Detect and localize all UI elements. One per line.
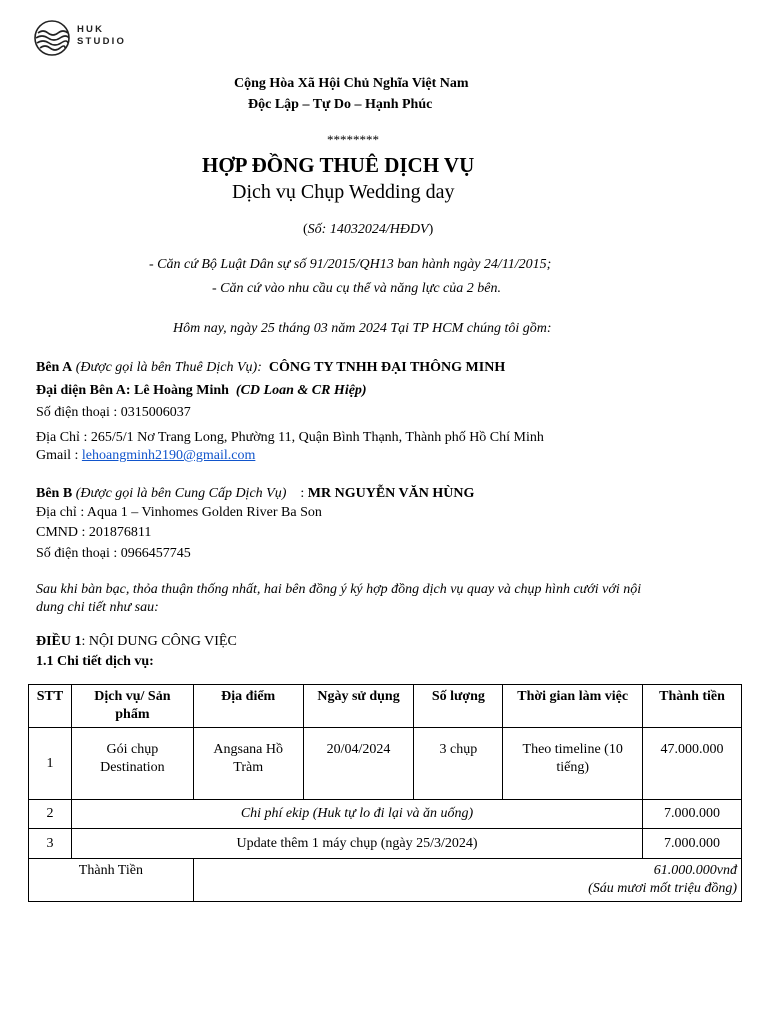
row1-stt: 1 xyxy=(29,728,72,800)
number-label: Số: 14032024/HĐDV xyxy=(307,222,429,237)
basis-line-2: - Căn cứ vào nhu cầu cụ thể và năng lực của 2 bên. xyxy=(212,281,501,296)
party-a-phone: Số điện thoại : 0315006037 xyxy=(36,405,191,420)
huk-studio-logo xyxy=(33,19,133,57)
table-row xyxy=(29,829,742,859)
party-a-gmail xyxy=(36,448,255,464)
party-b-name: MR NGUYỄN VĂN HÙNG xyxy=(307,486,475,501)
row1-service: Gói chụp Destination xyxy=(71,728,193,800)
header-date: Ngày sử dụng xyxy=(303,685,414,728)
row1-qty: 3 chụp xyxy=(414,728,503,800)
national-motto: Độc Lập – Tự Do – Hạnh Phúc xyxy=(248,97,433,112)
number-open: ( xyxy=(303,222,308,237)
party-a-role: (Được gọi là bên Thuê Dịch Vụ): xyxy=(75,360,262,375)
row3-amount: 7.000.000 xyxy=(643,829,742,859)
separator-stars: ******** xyxy=(327,132,379,147)
article-1-heading xyxy=(36,634,237,650)
row1-amount: 47.000.000 xyxy=(643,728,742,800)
party-b-address: Địa chỉ : Aqua 1 – Vinhomes Golden River Ba Son xyxy=(36,505,322,520)
header-time: Thời gian làm việc xyxy=(503,685,643,728)
contract-subtitle: Dịch vụ Chụp Wedding day xyxy=(232,181,455,203)
header-service: Dịch vụ/ Sản phẩm xyxy=(71,685,193,728)
national-title: Cộng Hòa Xã Hội Chủ Nghĩa Việt Nam xyxy=(234,76,469,91)
total-words: (Sáu mươi mốt triệu đồng) xyxy=(588,881,737,896)
party-a-line xyxy=(36,360,505,376)
row1-date: 20/04/2024 xyxy=(303,728,414,800)
header-qty: Số lượng xyxy=(414,685,503,728)
row1-place: Angsana Hồ Tràm xyxy=(193,728,303,800)
row3-stt: 3 xyxy=(29,829,72,859)
wave-circle-icon xyxy=(33,19,71,57)
header-place: Địa điểm xyxy=(193,685,303,728)
party-b-line xyxy=(36,486,474,502)
header-amount: Thành tiền xyxy=(643,685,742,728)
header-stt: STT xyxy=(29,685,72,728)
total-value xyxy=(193,859,741,902)
table-header-row xyxy=(29,685,742,728)
total-label: Thành Tiền xyxy=(29,859,194,902)
service-table xyxy=(28,684,742,902)
article-1-label: ĐIỀU 1 xyxy=(36,634,82,649)
row2-desc: Chi phí ekip (Huk tự lo đi lại và ăn uống) xyxy=(71,800,642,829)
article-1-sub: 1.1 Chi tiết dịch vụ: xyxy=(36,654,154,669)
party-b-role: (Được gọi là bên Cung Cấp Dịch Vụ) xyxy=(75,486,287,501)
contract-title: HỢP ĐỒNG THUÊ DỊCH VỤ xyxy=(202,153,475,177)
rep-label: Đại diện Bên A: xyxy=(36,383,131,398)
party-a-name: CÔNG TY TNHH ĐẠI THÔNG MINH xyxy=(268,360,506,375)
table-total-row xyxy=(29,859,742,902)
basis-line-1: - Căn cứ Bộ Luật Dân sự số 91/2015/QH13 ban hành ngày 24/11/2015; xyxy=(149,257,552,272)
logo-line-1: HUK xyxy=(77,24,105,35)
rep-note: (CD Loan & CR Hiệp) xyxy=(235,383,367,398)
today-line: Hôm nay, ngày 25 tháng 03 năm 2024 Tại TP HCM chúng tôi gồm: xyxy=(173,321,552,336)
party-b-sep: : xyxy=(300,486,305,501)
rep-name: Lê Hoàng Minh xyxy=(134,383,229,398)
agreement-line-2: dung chi tiết như sau: xyxy=(36,600,159,615)
article-1-title: : NỘI DUNG CÔNG VIỆC xyxy=(81,634,237,649)
party-a-label: Bên A xyxy=(36,360,73,375)
party-b-cmnd: CMND : 201876811 xyxy=(36,525,152,540)
party-a-address: Địa Chỉ : 265/5/1 Nơ Trang Long, Phường 11, Quận Bình Thạnh, Thành phố Hồ Chí Minh xyxy=(36,430,544,445)
agreement-line-1: Sau khi bàn bạc, thỏa thuận thống nhất, hai bên đồng ý ký hợp đồng dịch vụ quay và chụp hình cưới với nội xyxy=(36,582,642,597)
row2-stt: 2 xyxy=(29,800,72,829)
party-b-label: Bên B xyxy=(36,486,73,501)
contract-number xyxy=(303,222,433,238)
number-close: ) xyxy=(428,222,434,237)
party-a-representative xyxy=(36,383,367,399)
row2-amount: 7.000.000 xyxy=(643,800,742,829)
row3-desc: Update thêm 1 máy chụp (ngày 25/3/2024) xyxy=(71,829,642,859)
gmail-link[interactable]: lehoangminh2190@gmail.com xyxy=(81,448,256,463)
row1-time: Theo timeline (10 tiếng) xyxy=(503,728,643,800)
table-row xyxy=(29,800,742,829)
table-row xyxy=(29,728,742,800)
gmail-label: Gmail : xyxy=(36,448,79,463)
logo-line-2: STUDIO xyxy=(77,36,127,47)
party-b-phone: Số điện thoại : 0966457745 xyxy=(36,546,191,561)
total-amount: 61.000.000vnđ xyxy=(653,863,737,878)
